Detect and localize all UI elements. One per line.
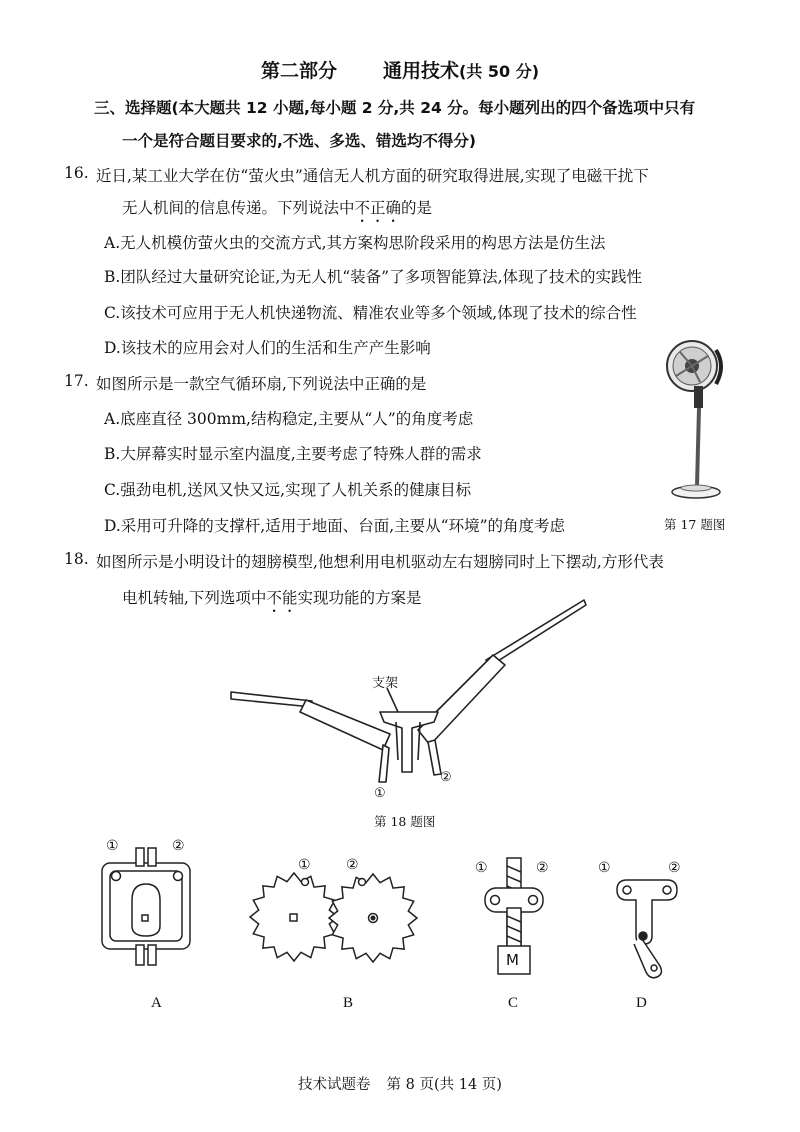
footer-subject: 技术试题卷 bbox=[298, 1077, 371, 1093]
q17-stem: 如图所示是一款空气循环扇,下列说法中正确的是 bbox=[96, 375, 427, 393]
q18-stem-emphasis: 不能 bbox=[266, 589, 298, 607]
q16-option-c: C.该技术可应用于无人机快递物流、精准农业等多个领域,体现了技术的综合性 bbox=[104, 304, 637, 322]
q18-stem-pre: 电机转轴,下列选项中 bbox=[122, 589, 267, 607]
q17-option-a: A.底座直径 300mm,结构稳定,主要从“人”的角度考虑 bbox=[104, 410, 474, 428]
section-heading-line1: 三、选择题(本大题共 12 小题,每小题 2 分,共 24 分。每小题列出的四个备选项中只有 bbox=[94, 99, 696, 117]
q17-option-d: D.采用可升降的支撑杆,适用于地面、台面,主要从“环境”的角度考虑 bbox=[104, 517, 566, 535]
support-label: 支架 bbox=[372, 676, 399, 691]
subject-name: 通用技术 bbox=[382, 60, 459, 82]
q18-stem-post: 实现功能的方案是 bbox=[297, 589, 422, 607]
section-heading-line2: 一个是符合题目要求的,不选、多选、错选均不得分) bbox=[122, 132, 476, 150]
page-footer bbox=[0, 1073, 800, 1094]
q16-stem-pre: 无人机间的信息传递。下列说法中 bbox=[122, 199, 355, 217]
q17-option-b: B.大屏幕实时显示室内温度,主要考虑了特殊人群的需求 bbox=[104, 445, 482, 463]
option-label-b: B bbox=[343, 995, 354, 1011]
q17-option-c: C.强劲电机,送风又快又远,实现了人机关系的健康目标 bbox=[104, 481, 472, 499]
footer-page: 第 8 页(共 14 页) bbox=[386, 1077, 502, 1093]
option-b-marker-1: ① bbox=[298, 857, 311, 873]
option-c-marker-1: ① bbox=[475, 860, 488, 876]
q16-option-d: D.该技术的应用会对人们的生活和生产产生影响 bbox=[104, 339, 431, 357]
part-name: 第二部分 bbox=[260, 60, 337, 82]
option-b-diagram bbox=[250, 873, 417, 962]
motor-label: M bbox=[506, 951, 519, 969]
q16-option-b: B.团队经过大量研究论证,为无人机“装备”了多项智能算法,体现了技术的实践性 bbox=[104, 268, 643, 286]
q16-stem-line1: 近日,某工业大学在仿“萤火虫”通信无人机方面的研究取得进展,实现了电磁干扰下 bbox=[96, 167, 649, 185]
option-label-d: D bbox=[636, 995, 647, 1011]
q17-number: 17. bbox=[64, 372, 89, 390]
wing-marker-1: ① bbox=[374, 786, 386, 801]
q17-figure-caption: 第 17 题图 bbox=[664, 517, 726, 532]
option-label-c: C bbox=[508, 995, 519, 1011]
option-a-diagram bbox=[102, 848, 190, 965]
q16-option-a: A.无人机模仿萤火虫的交流方式,其方案构思阶段采用的构思方法是仿生法 bbox=[104, 234, 606, 252]
option-label-a: A bbox=[151, 995, 162, 1011]
option-d-diagram bbox=[617, 880, 677, 978]
q16-number: 16. bbox=[64, 164, 89, 182]
wing-marker-2: ② bbox=[440, 770, 452, 785]
q18-number: 18. bbox=[64, 550, 89, 568]
option-c-marker-2: ② bbox=[536, 860, 549, 876]
option-d-marker-1: ① bbox=[598, 860, 611, 876]
option-a-marker-2: ② bbox=[172, 838, 185, 854]
option-d-marker-2: ② bbox=[668, 860, 681, 876]
q18-stem-line1: 如图所示是小明设计的翅膀模型,他想利用电机驱动左右翅膀同时上下摆动,方形代表 bbox=[96, 553, 664, 571]
q18-figure-caption: 第 18 题图 bbox=[374, 814, 436, 829]
option-a-marker-1: ① bbox=[106, 838, 119, 854]
option-b-marker-2: ② bbox=[346, 857, 359, 873]
q16-stem-emphasis: 不正确 bbox=[354, 199, 402, 217]
part-points: (共 50 分) bbox=[458, 62, 540, 81]
q16-stem-post: 的是 bbox=[401, 199, 433, 217]
